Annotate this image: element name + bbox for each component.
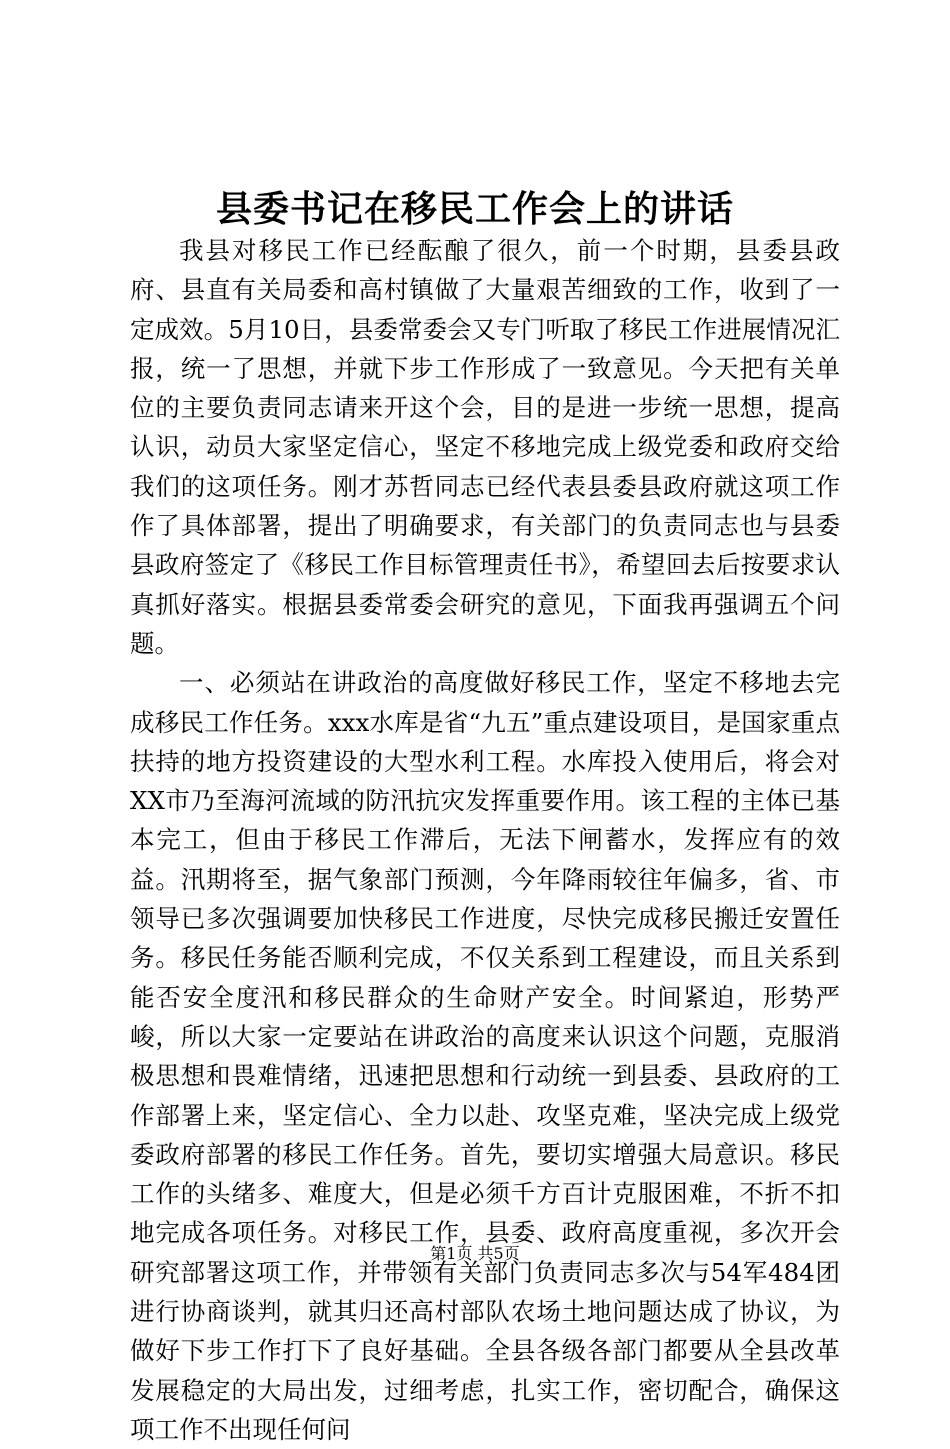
page-footer: 第1页 共5页 (430, 1244, 520, 1263)
document-body (130, 231, 840, 1449)
paragraph-intro: 我县对移民工作已经酝酿了很久，前一个时期，县委县政府、县直有关局委和高村镇做了大量艰苦细致的工作，收到了一定成效。5月10日，县委常委会又专门听取了移民工作进展情况汇报，统一了思想，并就下步工作形成了一致意见。今天把有关单位的主要负责同志请来开这个会，目的是进一步统一思想，提高认识，动员大家坚定信心，坚定不移地完成上级党委和政府交给我们的这项任务。刚才苏哲同志已经代表县委县政府就这项工作作了具体部署，提出了明确要求，有关部门的负责同志也与县委县政府签定了《移民工作目标管理责任书》，希望回去后按要求认真抓好落实。根据县委常委会研究的意见，下面我再强调五个问题。 (130, 236, 840, 658)
document-title: 县委书记在移民工作会上的讲话 (215, 188, 734, 230)
paragraph-section-one: 一、必须站在讲政治的高度做好移民工作，坚定不移地去完成移民工作任务。xxx水库是省“九五”重点建设项目，是国家重点扶持的地方投资建设的大型水利工程。水库投入使用后，将会对XX市乃至海河流域的防汛抗灾发挥重要作用。该工程的主体已基本完工，但由于移民工作滞后，无法下闸蓄水，发挥应有的效益。汛期将至，据气象部门预测，今年降雨较往年偏多，省、市领导已多次强调要加快移民工作进度，尽快完成移民搬迁安置任务。移民任务能否顺利完成，不仅关系到工程建设，而且关系到能否安全度汛和移民群众的生命财产安全。时间紧迫，形势严峻，所以大家一定要站在讲政治的高度来认识这个问题，克服消极思想和畏难情绪，迅速把思想和行动统一到县委、县政府的工作部署上来，坚定信心、全力以赴、攻坚克难，坚决完成上级党委政府部署的移民工作任务。首先，要切实增强大局意识。移民工作的头绪多、难度大，但是必须千方百计克服困难，不折不扣地完成各项任务。对移民工作，县委、政府高度重视，多次开会研究部署这项工作，并带领有关部门负责同志多次与54军484团进行协商谈判，就其归还高村部队农场土地问题达成了协议，为做好下步工作打下了良好基础。全县各级各部门都要从全县改革发展稳定的大局出发，过细考虑，扎实工作，密切配合，确保这项工作不出现任何问 (130, 668, 840, 1444)
